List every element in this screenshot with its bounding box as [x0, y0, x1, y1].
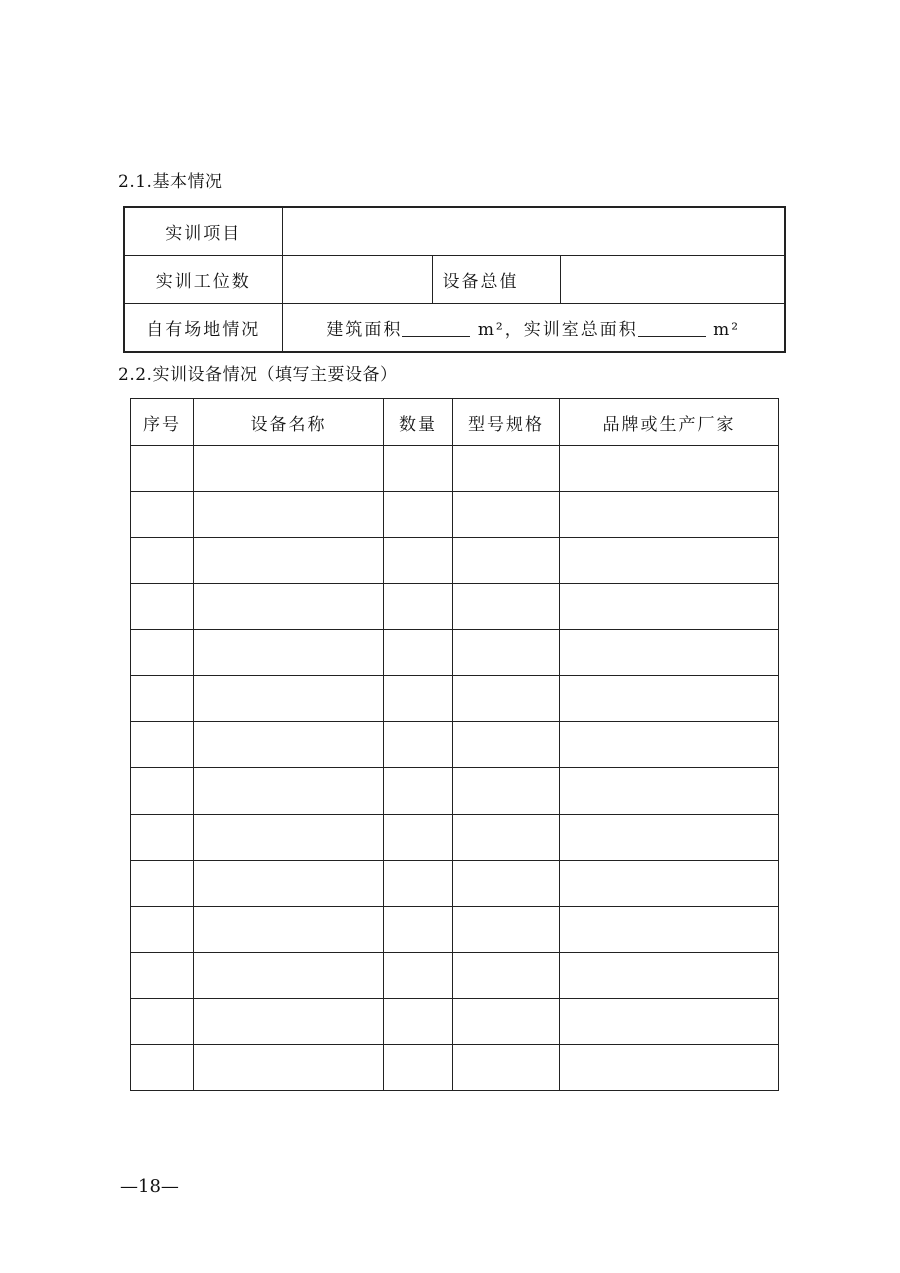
table-cell[interactable] [560, 722, 779, 768]
table-cell[interactable] [453, 998, 560, 1044]
table-cell[interactable] [194, 906, 384, 952]
table-cell[interactable] [194, 860, 384, 906]
table-cell[interactable] [194, 814, 384, 860]
table-row [131, 584, 779, 630]
table-row [131, 722, 779, 768]
table-cell[interactable] [131, 998, 194, 1044]
equipment-table [130, 398, 779, 1091]
table-cell[interactable] [560, 538, 779, 584]
table-row [131, 630, 779, 676]
table-row [124, 304, 785, 353]
table-cell[interactable] [194, 952, 384, 998]
table-cell[interactable] [384, 630, 453, 676]
table-cell[interactable] [131, 676, 194, 722]
table-cell[interactable] [131, 492, 194, 538]
table-cell[interactable] [560, 1044, 779, 1090]
table-cell[interactable] [194, 630, 384, 676]
table-cell[interactable] [453, 952, 560, 998]
section-title-basic: 2.1.基本情况 [118, 172, 223, 192]
table-cell[interactable] [384, 492, 453, 538]
table-header-row [131, 399, 779, 446]
table-cell[interactable] [194, 492, 384, 538]
training-room-area-blank[interactable] [638, 320, 706, 337]
table-cell[interactable] [131, 1044, 194, 1090]
table-cell[interactable] [131, 722, 194, 768]
table-cell[interactable] [560, 492, 779, 538]
table-cell[interactable] [453, 584, 560, 630]
site-area-cell [282, 304, 785, 353]
page-number: —18— [120, 1176, 179, 1197]
table-row [131, 492, 779, 538]
training-project-label: 实训项目 [124, 207, 282, 256]
training-project-field[interactable] [282, 207, 785, 256]
building-area-blank[interactable] [402, 320, 470, 337]
table-cell[interactable] [131, 952, 194, 998]
table-row [131, 998, 779, 1044]
table-cell[interactable] [384, 998, 453, 1044]
table-cell[interactable] [194, 1044, 384, 1090]
workstation-count-label: 实训工位数 [124, 256, 282, 304]
table-cell[interactable] [131, 768, 194, 814]
table-row [124, 207, 785, 256]
equipment-table-body [131, 446, 779, 1091]
table-cell[interactable] [384, 906, 453, 952]
table-cell[interactable] [453, 538, 560, 584]
column-header: 设备名称 [194, 399, 384, 446]
table-cell[interactable] [384, 584, 453, 630]
table-row [131, 446, 779, 492]
table-cell[interactable] [560, 768, 779, 814]
table-cell[interactable] [131, 538, 194, 584]
table-row [131, 1044, 779, 1090]
table-cell[interactable] [194, 998, 384, 1044]
table-cell[interactable] [384, 1044, 453, 1090]
column-header: 型号规格 [453, 399, 560, 446]
table-row [131, 676, 779, 722]
table-cell[interactable] [194, 584, 384, 630]
table-cell[interactable] [194, 676, 384, 722]
table-cell[interactable] [194, 722, 384, 768]
table-cell[interactable] [194, 768, 384, 814]
table-cell[interactable] [453, 630, 560, 676]
table-cell[interactable] [453, 492, 560, 538]
table-cell[interactable] [560, 630, 779, 676]
table-cell[interactable] [560, 584, 779, 630]
table-row [131, 814, 779, 860]
table-cell[interactable] [560, 814, 779, 860]
table-cell[interactable] [453, 1044, 560, 1090]
basic-info-table [123, 206, 786, 353]
table-cell[interactable] [453, 860, 560, 906]
table-cell[interactable] [560, 446, 779, 492]
table-cell[interactable] [453, 814, 560, 860]
table-cell[interactable] [560, 906, 779, 952]
table-cell[interactable] [131, 814, 194, 860]
table-cell[interactable] [384, 952, 453, 998]
table-cell[interactable] [453, 906, 560, 952]
column-header: 序号 [131, 399, 194, 446]
table-row [131, 538, 779, 584]
workstation-count-field[interactable] [282, 256, 432, 304]
table-cell[interactable] [453, 768, 560, 814]
table-row [131, 768, 779, 814]
table-row [131, 952, 779, 998]
table-cell[interactable] [131, 906, 194, 952]
table-cell[interactable] [131, 860, 194, 906]
equipment-total-value-label: 设备总值 [432, 256, 560, 304]
table-row [131, 906, 779, 952]
table-cell[interactable] [560, 952, 779, 998]
section-title-equipment: 2.2.实训设备情况（填写主要设备） [118, 365, 398, 385]
column-header: 品牌或生产厂家 [560, 399, 779, 446]
table-cell[interactable] [384, 860, 453, 906]
table-cell[interactable] [384, 538, 453, 584]
equipment-total-value-field[interactable] [560, 256, 785, 304]
table-cell[interactable] [384, 768, 453, 814]
table-cell[interactable] [453, 722, 560, 768]
table-cell[interactable] [384, 814, 453, 860]
table-row [124, 256, 785, 304]
area-unit-label: m²，实训室总面积 [477, 320, 638, 340]
table-cell[interactable] [560, 676, 779, 722]
table-row [131, 860, 779, 906]
area-unit-end: m² [713, 320, 741, 340]
table-cell[interactable] [560, 998, 779, 1044]
building-area-label: 建筑面积 [326, 320, 403, 340]
table-cell[interactable] [453, 676, 560, 722]
table-cell[interactable] [384, 722, 453, 768]
table-cell[interactable] [453, 446, 560, 492]
site-situation-label: 自有场地情况 [124, 304, 282, 353]
table-cell[interactable] [131, 584, 194, 630]
table-cell[interactable] [194, 446, 384, 492]
table-cell[interactable] [384, 676, 453, 722]
table-cell[interactable] [194, 538, 384, 584]
table-cell[interactable] [560, 860, 779, 906]
column-header: 数量 [384, 399, 453, 446]
table-cell[interactable] [384, 446, 453, 492]
table-cell[interactable] [131, 630, 194, 676]
table-cell[interactable] [131, 446, 194, 492]
